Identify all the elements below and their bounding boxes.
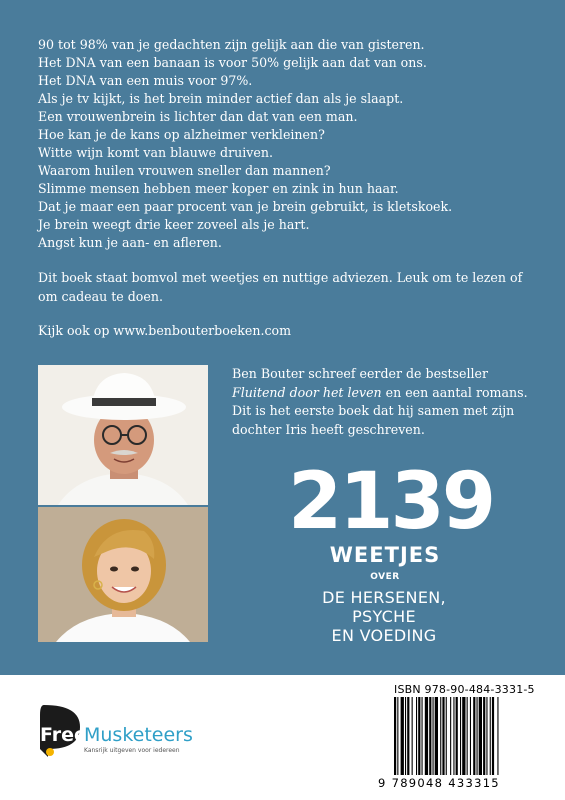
fact-line: 90 tot 98% van je gedachten zijn gelijk aan die van gisteren.: [38, 37, 425, 52]
publisher-name-musketeers: Musketeers: [84, 724, 193, 746]
topic-line: PSYCHE: [352, 607, 416, 626]
publisher-logo: [40, 705, 205, 760]
fact-line: Het DNA van een banaan is voor 50% gelijk aan dat van ons.: [38, 55, 427, 70]
headline-topic: [284, 588, 484, 645]
isbn-label: ISBN 978-90-484-3331-5: [394, 683, 535, 696]
author-photo-ben: [38, 365, 208, 505]
barcode-icon: [394, 697, 532, 775]
blurb-text: Dit boek staat bomvol met weetjes en nuttige adviezen. Leuk om te lezen of om cadeau te doen.: [38, 270, 523, 304]
fact-line: Het DNA van een muis voor 97%.: [38, 73, 253, 88]
website-text: Kijk ook op www.benbouterboeken.com: [38, 323, 292, 338]
fact-line: Hoe kan je de kans op alzheimer verkleinen?: [38, 127, 325, 142]
fact-line: Dat je maar een paar procent van je brein gebruikt, is kletskoek.: [38, 199, 453, 214]
fact-line: Waarom huilen vrouwen sneller dan mannen?: [38, 163, 331, 178]
publisher-name-free: Free: [40, 724, 87, 746]
author-bio: [232, 365, 532, 439]
topic-line: EN VOEDING: [331, 626, 437, 645]
author-bio-book-title: Fluitend door het leven: [232, 384, 382, 400]
author-photo-iris: [38, 507, 208, 642]
facts-list: [38, 36, 538, 252]
fact-line: Een vrouwenbrein is lichter dan dat van een man.: [38, 109, 358, 124]
fact-line: Je brein weegt drie keer zoveel als je hart.: [38, 217, 310, 232]
barcode-number: 9 789048 433315: [378, 776, 500, 790]
topic-line: DE HERSENEN,: [322, 588, 446, 607]
fact-line: Slimme mensen hebben meer koper en zink in hun haar.: [38, 181, 399, 196]
fact-line: Witte wijn komt van blauwe druiven.: [38, 145, 273, 160]
headline-word: WEETJES: [329, 543, 441, 567]
fact-line: Als je tv kijkt, is het brein minder actief dan als je slaapt.: [38, 91, 404, 106]
publisher-tagline: Kansrijk uitgeven voor iedereen: [84, 747, 180, 754]
fact-line: Angst kun je aan- en afleren.: [38, 235, 222, 250]
headline-over: OVER: [370, 572, 400, 582]
author-bio-before: Ben Bouter schreef eerder de bestseller: [232, 366, 488, 381]
author-bio-after: en een aantal romans. Dit is het eerste boek dat hij samen met zijn dochter Iris heeft geschreven.: [232, 384, 528, 437]
headline-number: 2139: [288, 457, 494, 547]
